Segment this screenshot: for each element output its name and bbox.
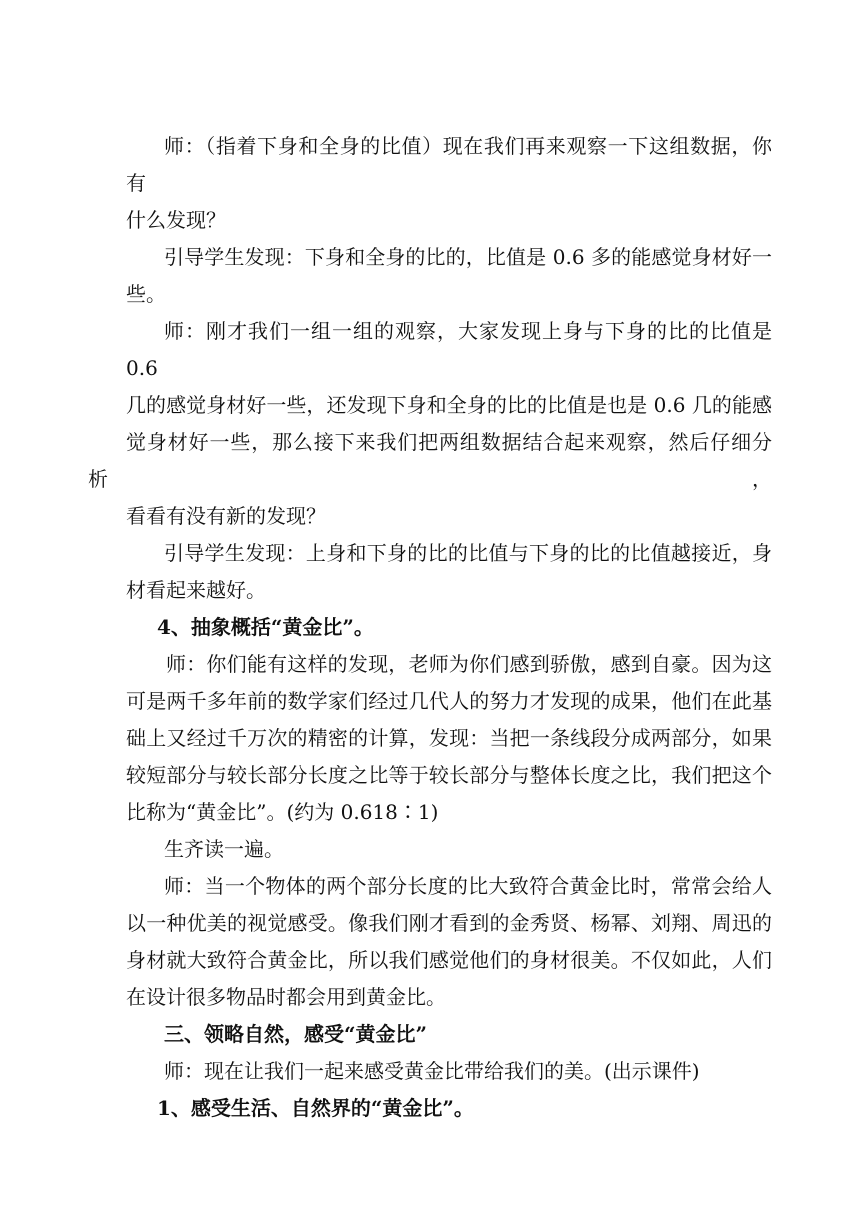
section-heading-feel-life [126, 1090, 772, 1127]
text-line: 材看起来越好。 [126, 578, 266, 602]
heading-text: 1、感受生活、自然界的“黄金比”。 [157, 1096, 474, 1120]
text-line: 在设计很多物品时都会用到黄金比。 [126, 985, 446, 1009]
text-line: 些。 [126, 282, 166, 306]
document-body [88, 128, 772, 1127]
paragraph-student-discovery-2 [126, 535, 772, 609]
text-line: 什么发现？ [126, 208, 226, 232]
text-line: 师：现在让我们一起来感受黄金比带给我们的美。(出示课件) [164, 1059, 700, 1083]
text-line: 身材就大致符合黄金比，所以我们感觉他们的身材很美。不仅如此，人们 [126, 948, 772, 972]
text-line: 引导学生发现：上身和下身的比的比值与下身的比的比值越接近，身 [164, 541, 772, 565]
paragraph-teacher-question [126, 128, 772, 239]
text-line: 师：（指着下身和全身的比值）现在我们再来观察一下这组数据，你有 [126, 134, 772, 195]
paragraph-student-discovery-1 [126, 239, 772, 313]
text-line: 较短部分与较长部分长度之比等于较长部分与整体长度之比，我们把这个 [126, 763, 772, 787]
text-line: 师：刚才我们一组一组的观察，大家发现上身与下身的比的比值是 0.6 [126, 319, 772, 380]
section-heading-abstract [126, 609, 772, 646]
paragraph-teacher-observation [88, 313, 772, 535]
text-line: 生齐读一遍。 [164, 837, 284, 861]
paragraph-read-aloud [126, 831, 772, 868]
text-line: 看看有没有新的发现？ [126, 504, 326, 528]
section-heading-nature [126, 1016, 772, 1053]
text-line: 觉身材好一些，那么接下来我们把两组数据结合起来观察，然后仔细分析， [88, 430, 772, 491]
text-line: 引导学生发现：下身和全身的比的，比值是 0.6 多的能感觉身材好一 [164, 245, 772, 269]
paragraph-teacher-courseware [126, 1053, 772, 1090]
text-line: 可是两千多年前的数学家们经过几代人的努力才发现的成果，他们在此基 [126, 689, 772, 713]
text-line: 以一种优美的视觉感受。像我们刚才看到的金秀贤、杨幂、刘翔、周迅的 [126, 911, 772, 935]
paragraph-golden-ratio-definition [126, 646, 772, 831]
paragraph-teacher-beauty [126, 868, 772, 1016]
text-line: 师：你们能有这样的发现，老师为你们感到骄傲，感到自豪。因为这 [166, 652, 772, 676]
text-line: 比称为“黄金比”。(约为 0.618∶1) [126, 800, 439, 824]
text-line: 础上又经过千万次的精密的计算，发现：当把一条线段分成两部分，如果 [126, 726, 772, 750]
heading-text: 三、领略自然，感受“黄金比” [164, 1022, 428, 1046]
text-line: 师：当一个物体的两个部分长度的比大致符合黄金比时，常常会给人 [164, 874, 772, 898]
text-line: 几的感觉身材好一些，还发现下身和全身的比的比值是也是 0.6 几的能感 [126, 393, 772, 417]
heading-text: 4、抽象概括“黄金比”。 [157, 615, 374, 639]
